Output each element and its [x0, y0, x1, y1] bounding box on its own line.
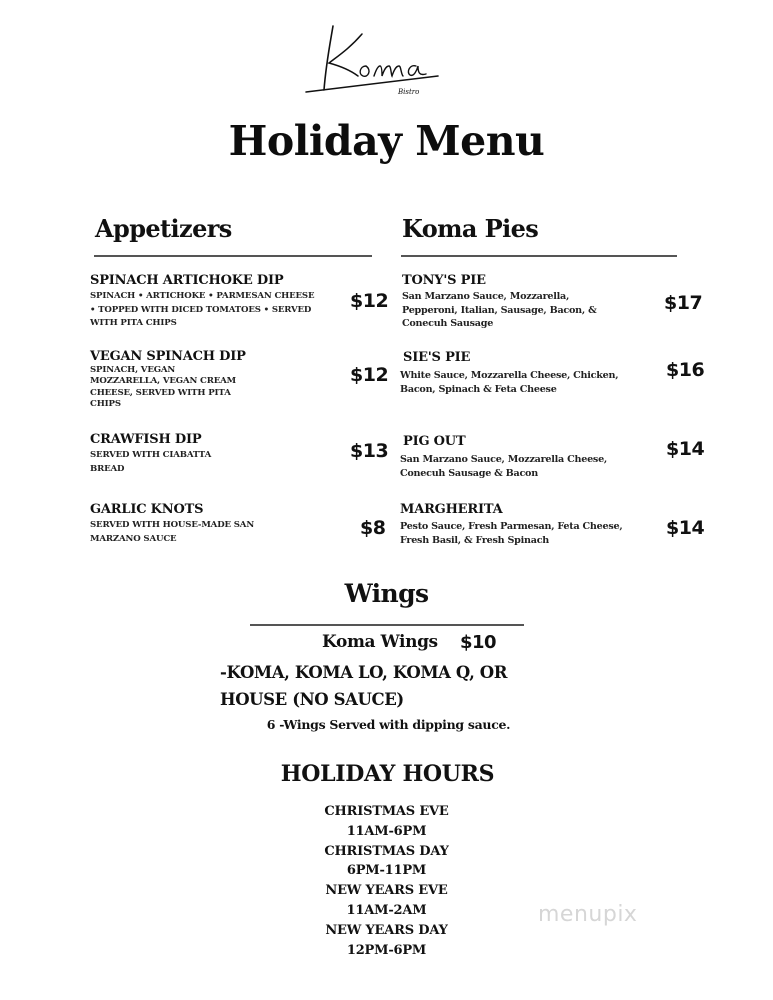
item-description: Pesto Sauce, Fresh Parmesan, Feta Cheese, Fresh Basil, & Fresh Spinach	[400, 521, 623, 546]
item-price: $13	[350, 440, 389, 462]
item-price: $14	[666, 438, 705, 460]
item-description: SPINACH, VEGAN MOZZARELLA, VEGAN CREAM CHEESE, SERVED WITH PITA CHIPS	[90, 365, 236, 409]
menu-item	[90, 349, 340, 410]
hours-date: CHRISTMAS EVE	[324, 804, 449, 819]
logo-script-icon	[300, 14, 460, 104]
item-price: $12	[350, 364, 389, 386]
item-price: $12	[350, 290, 389, 312]
item-description: SPINACH • ARTICHOKE • PARMESAN CHEESE • TOPPED WITH DICED TOMATOES • SERVED WITH PITA CHIPS	[90, 291, 315, 328]
koma-pies-divider	[401, 255, 677, 257]
menu-item	[400, 502, 660, 547]
item-description: SERVED WITH HOUSE-MADE SAN MARZANO SAUCE	[90, 520, 255, 544]
item-name: TONY'S PIE	[402, 273, 486, 288]
hours-time: 11AM-2AM	[346, 902, 427, 918]
item-price: $14	[666, 517, 705, 539]
item-description: San Marzano Sauce, Mozzarella, Pepperoni, Italian, Sausage, Bacon, & Conecuh Sausage	[402, 291, 597, 329]
item-name: SIE'S PIE	[403, 350, 471, 365]
holiday-hours-list	[0, 802, 773, 960]
item-description: San Marzano Sauce, Mozzarella Cheese, Conecuh Sausage & Bacon	[400, 454, 608, 479]
menu-item	[90, 432, 340, 476]
menu-item	[400, 350, 660, 396]
item-price: $16	[666, 359, 705, 381]
item-price: $8	[360, 517, 386, 539]
hours-time: 12PM-6PM	[346, 942, 427, 958]
svg-text:Bistro: Bistro	[398, 88, 420, 96]
koma-bistro-logo	[300, 14, 460, 104]
item-name: SPINACH ARTICHOKE DIP	[90, 273, 284, 288]
hours-time: 6PM-11PM	[346, 863, 427, 879]
menu-item	[90, 502, 340, 546]
menu-item	[402, 273, 652, 331]
menu-item	[400, 434, 660, 480]
hours-time: 11AM-6PM	[346, 823, 427, 839]
holiday-hours-heading: HOLIDAY HOURS	[280, 761, 495, 787]
hours-date: NEW YEARS DAY	[325, 922, 448, 938]
item-description: SERVED WITH CIABATTA BREAD	[90, 450, 212, 474]
appetizers-divider	[94, 255, 372, 257]
item-name: MARGHERITA	[400, 502, 503, 517]
item-name: GARLIC KNOTS	[90, 502, 204, 517]
wings-divider	[250, 624, 524, 626]
item-name: CRAWFISH DIP	[90, 432, 202, 447]
menu-item	[90, 273, 340, 331]
wings-note: 6 -Wings Served with dipping sauce.	[266, 717, 511, 732]
item-name: VEGAN SPINACH DIP	[90, 349, 246, 364]
hours-date: NEW YEARS EVE	[325, 883, 448, 899]
wings-heading: Wings	[344, 579, 429, 608]
hours-date: CHRISTMAS DAY	[324, 843, 449, 859]
item-name: PIG OUT	[403, 434, 466, 449]
item-description: White Sauce, Mozzarella Cheese, Chicken, Bacon, Spinach & Feta Cheese	[400, 370, 619, 395]
wings-item-name: Koma Wings	[322, 632, 438, 652]
page-title: Holiday Menu	[228, 117, 545, 165]
wings-price: $10	[460, 632, 497, 653]
appetizers-heading: Appetizers	[95, 214, 232, 243]
item-price: $17	[664, 292, 703, 314]
wings-sauce-options: -KOMA, KOMA LO, KOMA Q, OR HOUSE (NO SAUCE)	[220, 663, 508, 709]
menupix-watermark: menupix	[538, 902, 638, 927]
koma-pies-heading: Koma Pies	[402, 214, 539, 243]
